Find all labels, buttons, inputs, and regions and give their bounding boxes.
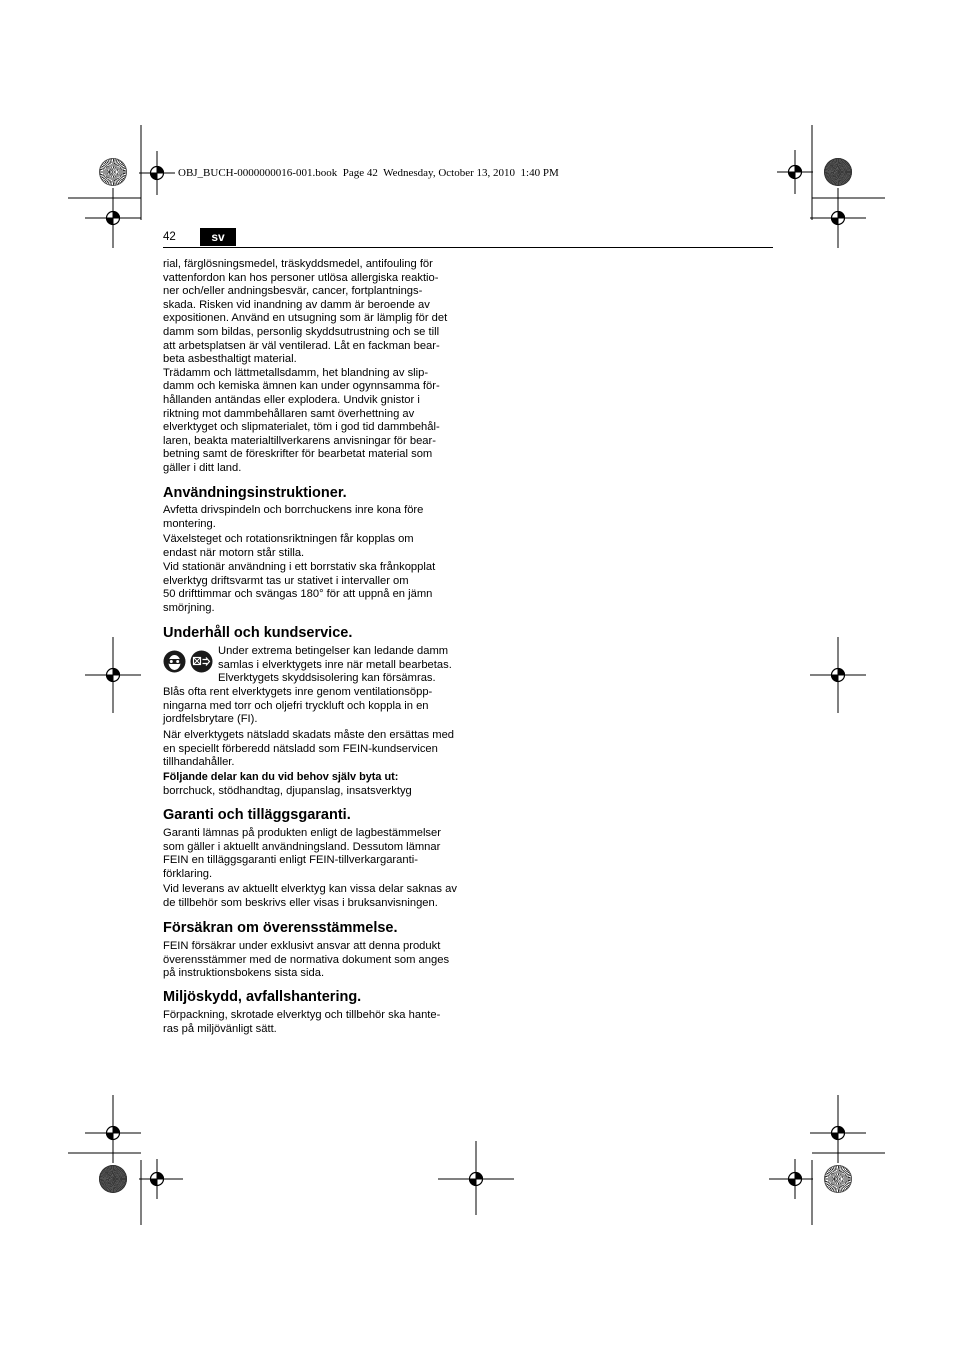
registration-crosshair: [85, 637, 141, 713]
text-line: förklaring.: [163, 867, 213, 880]
text-line: elverktyget och slipmaterialet, töm i god tid dammbehål-: [163, 421, 440, 434]
text-line: Elverktygets skyddsisolering kan försämras.: [218, 672, 436, 685]
header-rule: [163, 247, 773, 248]
text-line: Garanti lämnas på produkten enligt de lagbestämmelser: [163, 827, 441, 839]
color-calibration-disc: [99, 158, 127, 186]
text-line: 50 drifttimmar och svängas 180° för att uppnå en jämn: [163, 588, 433, 601]
color-calibration-disc: [824, 158, 852, 186]
paragraph: [163, 533, 414, 560]
text-line: Trädamm och lättmetallsdamm, het blandning av slip-: [163, 366, 429, 379]
text-line: betning samt de föreskrifter för bearbetat material som: [163, 448, 433, 461]
spare-parts-label: Följande delar kan du vid behov själv byta ut:: [163, 771, 399, 783]
text-line: beta asbesthaltigt material.: [163, 353, 297, 366]
text-line: tillhandahåller.: [163, 756, 235, 769]
intro-paragraph: [163, 258, 447, 476]
text-line: rial, färglösningsmedel, träskyddsmedel, antifouling för: [163, 258, 433, 270]
text-line: endast när motorn står stilla.: [163, 546, 305, 559]
text-line: Växelsteget och rotationsriktningen får kopplas om: [163, 533, 414, 545]
text-line: damm och kemiska ämnen kan under ogynnsamma för-: [163, 380, 440, 393]
text-line: FEIN en tilläggsgaranti enligt FEIN-tillverkargaranti-: [163, 854, 418, 867]
text-line: som gäller i aktuellt användningsland. Dessutom lämnar: [163, 840, 441, 853]
language-badge: sv: [200, 228, 236, 246]
spare-parts-list: borrchuck, stödhandtag, djupanslag, insatsverktyg: [163, 785, 412, 797]
text-line: att arbetsplatsen är väl ventilerad. Låt en fackman bear-: [163, 339, 440, 352]
text-line: gäller i ditt land.: [163, 461, 242, 474]
text-line: samlas i elverktygets inre när metall bearbetas.: [218, 658, 452, 671]
text-line: skada. Risken vid inandning av damm är beroende av: [163, 298, 430, 311]
text-line: Under extrema betingelser kan ledande damm: [218, 645, 449, 657]
text-line: en speciellt förberedd nätsladd som FEIN-kundservicen: [163, 742, 438, 755]
registration-crosshair: [777, 150, 813, 194]
icon-note: [218, 645, 452, 686]
print-header-book-info: OBJ_BUCH-0000000016-001.book Page 42 Wednesday, October 13, 2010 1:40 PM: [178, 167, 559, 179]
text-line: Vid leverans av aktuellt elverktyg kan vissa delar saknas av: [163, 883, 457, 895]
registration-crosshair: [139, 1159, 183, 1199]
paragraph: [163, 883, 457, 910]
text-line: elverktyg driftsvarmt tas ur stativet i intervaller om: [163, 574, 409, 587]
text-line: ningarna med torr och oljefri tryckluft och koppla in en: [163, 699, 429, 712]
dust-warning-icon: [191, 651, 213, 673]
text-line: damm som bildas, personlig skyddsutrustning och se till: [163, 325, 440, 338]
color-calibration-disc: [824, 1165, 852, 1193]
registration-crosshair: [810, 188, 866, 248]
text-line: ras på miljövänligt sätt.: [163, 1022, 277, 1035]
text-line: jordfelsbrytare (FI).: [163, 713, 258, 726]
text-line: laren, beakta materialtillverkarens anvisningar för bear-: [163, 434, 436, 447]
text-line: FEIN försäkrar under exklusivt ansvar att denna produkt: [163, 940, 441, 952]
registration-crosshair: [85, 188, 141, 248]
page-number: 42: [163, 231, 176, 243]
registration-crosshair: [769, 1159, 813, 1199]
text-line: Vid stationär användning i ett borrstativ ska frånkopplat: [163, 561, 436, 573]
paragraph: [163, 827, 441, 881]
text-line: När elverktygets nätsladd skadats måste den ersättas med: [163, 729, 455, 741]
text-line: expositionen. Använd en utsugning som är lämplig för det: [163, 312, 448, 325]
text-line: överensstämmer med de normativa dokument som anges: [163, 953, 450, 966]
eye-protection-icon: [164, 651, 186, 673]
registration-crosshair: [810, 637, 866, 713]
paragraph: [163, 940, 449, 981]
text-line: Blås ofta rent elverktygets inre genom ventilationsöpp-: [163, 686, 433, 698]
paragraph: [163, 504, 423, 531]
text-line: vattenfordon kan hos personer utlösa allergiska reaktio-: [163, 271, 439, 284]
section-heading: Garanti och tilläggsgaranti.: [163, 807, 351, 823]
text-line: ner och/eller andningsbesvär, cancer, fortplantnings-: [163, 285, 423, 298]
section-heading: Miljöskydd, avfallshantering.: [163, 989, 362, 1005]
text-line: montering.: [163, 517, 216, 530]
text-line: smörjning.: [163, 601, 215, 614]
section-heading: Försäkran om överensstämmelse.: [163, 920, 398, 936]
text-line: de tillbehör som beskrivs eller visas i bruksanvisningen.: [163, 896, 438, 909]
text-line: på instruktionsbokens sista sida.: [163, 967, 325, 980]
section-heading: Underhåll och kundservice.: [163, 625, 353, 641]
safety-icons: [163, 650, 213, 673]
text-line: Förpackning, skrotade elverktyg och tillbehör ska hante-: [163, 1009, 441, 1021]
paragraph: [163, 1009, 440, 1036]
paragraph: [163, 729, 454, 770]
text-line: hållanden antändas eller explodera. Undvik gnistor i: [163, 393, 420, 406]
text-line: Avfetta drivspindeln och borrchuckens inre kona före: [163, 504, 424, 516]
paragraph: [163, 561, 435, 615]
registration-crosshair: [139, 151, 175, 195]
text-line: riktning mot dammbehållaren samt överhettning av: [163, 407, 415, 420]
section-heading: Användningsinstruktioner.: [163, 485, 347, 501]
paragraph: [163, 686, 432, 727]
registration-crosshair: [438, 1141, 514, 1215]
color-calibration-disc: [99, 1165, 127, 1193]
